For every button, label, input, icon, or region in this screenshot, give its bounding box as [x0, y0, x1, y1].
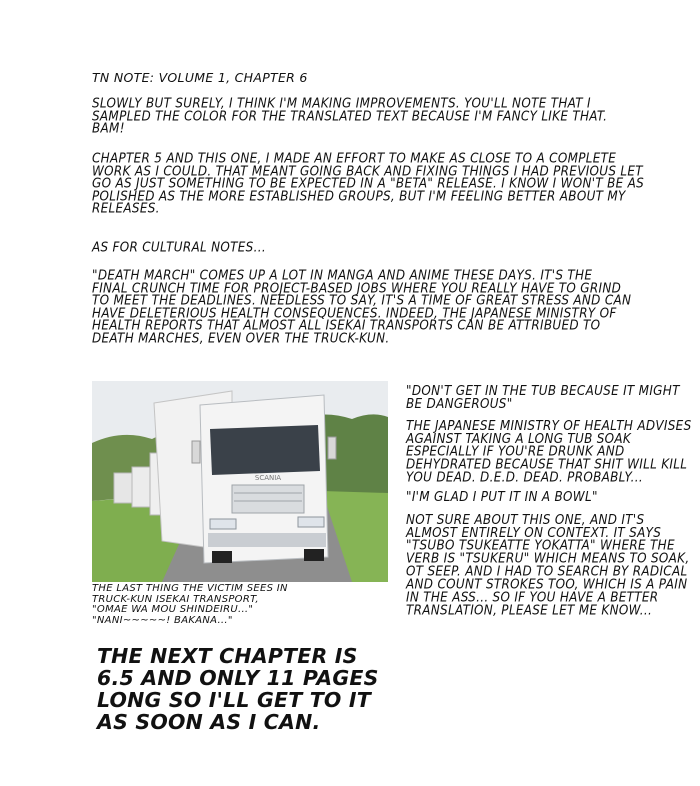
caption-line: "OMAE WA MOU SHINDEIRU..." [92, 604, 254, 615]
caption-line: TRUCK-KUN ISEKAI TRANSPORT, [92, 593, 259, 605]
bowl-explanation: NOT SURE ABOUT THIS ONE, AND IT'S ALMOST ENTIRELY ON CONTEXT. IT SAYS "TSUBO TSUKEATTE YOKATTA" WHERE THE VERB IS "TSUKERU" WHICH MEANS TO SOAK, OT SEEP. AND I HAD TO SEARCH BY RADICAL AND COUNT STROKES TOO, WHICH IS A PAIN IN THE ASS... SO IF YOU HAVE A BETTER TRANSLATION, PLEASE LET ME KNOW... [406, 511, 690, 618]
next-chapter-note: THE NEXT CHAPTER IS 6.5 AND ONLY 11 PAGES LONG SO I'LL GET TO IT AS SOON AS I CAN. [97, 644, 379, 734]
note-paragraph-releases: CHAPTER 5 AND THIS ONE, I MADE AN EFFORT TO MAKE AS CLOSE TO A COMPLETE WORK AS I COULD. THAT MEANT GOING BACK AND FIXING THINGS I HAD PREVIOUS LET GO AS JUST SOMETHING TO BE EXPECTED IN A "BETA" RELEASE. I KNOW I WON'T BE AS POLISHED AS THE MORE ESTABLISHED GROUPS, BUT I'M FEELING BETTER ABOUT MY RELEASES. [92, 150, 645, 217]
right-column-notes [406, 384, 696, 620]
photo-caption [92, 584, 392, 626]
truck-convoy-photo [92, 381, 388, 582]
tub-explanation: THE JAPANESE MINISTRY OF HEALTH ADVISES AGAINST TAKING A LONG TUB SOAK ESPECIALLY IF YOU'RE DRUNK AND DEHYDRATED BECAUSE THAT SHIT WILL KILL YOU DEAD. D.E.D. DEAD. PROBABLY... [406, 417, 692, 485]
page-heading: TN NOTE: VOLUME 1, CHAPTER 6 [92, 70, 308, 85]
caption-line: THE LAST THING THE VICTIM SEES IN [92, 583, 288, 594]
truck-brand-label: SCANIA [254, 474, 282, 482]
caption-line: "NANI~~~~~! BAKANA..." [92, 614, 233, 626]
truck-photo-illustration [92, 381, 388, 582]
note-paragraph-cultural-notes: AS FOR CULTURAL NOTES... [92, 239, 266, 255]
note-paragraph-death-march: "DEATH MARCH" COMES UP A LOT IN MANGA AND ANIME THESE DAYS. IT'S THE FINAL CRUNCH TIME FOR PROJECT-BASED JOBS WHERE YOU REALLY HAVE TO GRIND TO MEET THE DEADLINES. NEEDLESS TO SAY, IT'S A TIME OF GREAT STRESS AND CAN HAVE DELETERIOUS HEALTH CONSEQUENCES. INDEED, THE JAPANESE MINISTRY OF HEALTH REPORTS THAT ALMOST ALL ISEKAI TRANSPORTS CAN BE ATTRIBUED TO DEATH MARCHES, EVEN OVER THE TRUCK-KUN. [92, 267, 632, 346]
tub-quote: "DON'T GET IN THE TUB BECAUSE IT MIGHT BE DANGEROUS" [406, 382, 680, 411]
note-paragraph-improvements: SLOWLY BUT SURELY, I THINK I'M MAKING IMPROVEMENTS. YOU'LL NOTE THAT I SAMPLED THE COLOR FOR THE TRANSLATED TEXT BECAUSE I'M FANCY LIKE THAT. BAM! [92, 95, 608, 137]
bowl-quote: "I'M GLAD I PUT IT IN A BOWL" [406, 488, 598, 505]
